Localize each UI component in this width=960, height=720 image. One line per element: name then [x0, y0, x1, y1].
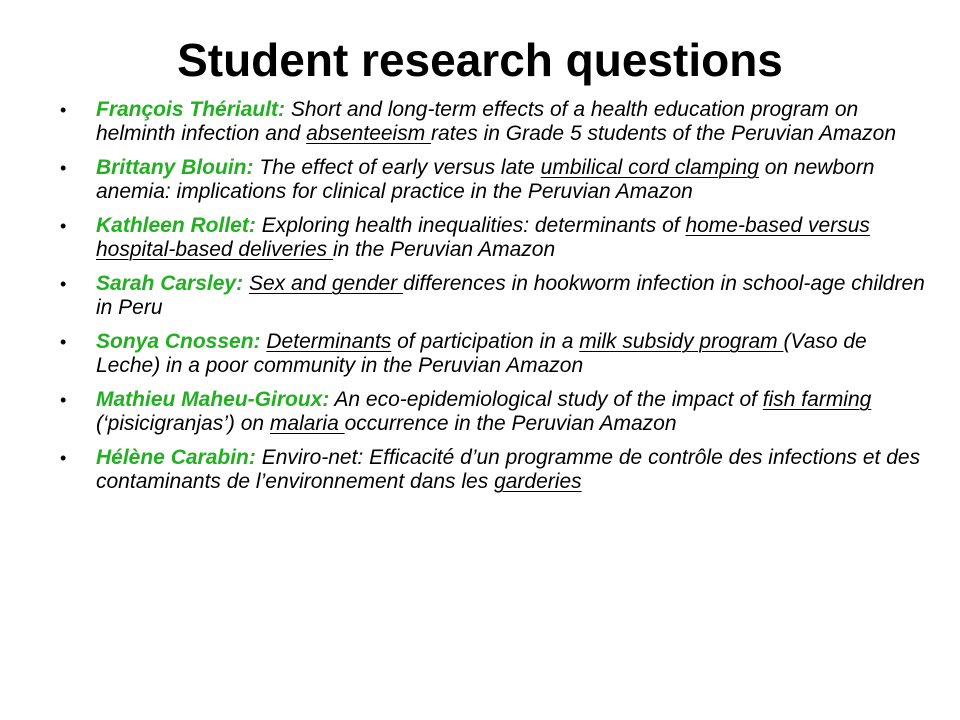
student-name: Sonya Cnossen:	[96, 330, 261, 353]
research-question-item	[58, 446, 928, 494]
question-text: occurrence in the Peruvian Amazon	[344, 412, 677, 435]
question-text: differences in hookworm infection in school-age children in Peru	[96, 272, 925, 319]
research-question-item	[58, 388, 928, 436]
slide-title: Student research questions	[177, 34, 783, 86]
bullet-icon: •	[60, 158, 67, 178]
underlined-keyword: home-based versus hospital-based deliveries	[96, 214, 870, 261]
student-name: Mathieu Maheu-Giroux:	[96, 388, 330, 411]
underlined-keyword: garderies	[494, 470, 582, 493]
student-name: Kathleen Rollet:	[96, 214, 256, 237]
research-question-item	[58, 272, 928, 320]
bullet-icon: •	[60, 448, 67, 468]
question-text: (‘pisicigranjas’) on	[96, 412, 270, 435]
question-text: (Vaso de Leche) in a poor community in the Peruvian Amazon	[96, 330, 867, 377]
bullet-icon: •	[60, 390, 67, 410]
underlined-keyword: fish farming	[762, 388, 872, 411]
bullet-icon: •	[60, 100, 67, 120]
bullet-icon: •	[60, 332, 67, 352]
research-question-item	[58, 156, 928, 204]
underlined-keyword: absenteeism	[306, 122, 432, 145]
underlined-keyword: malaria	[269, 412, 345, 435]
question-text: The effect of early versus late	[253, 156, 541, 179]
student-name: Brittany Blouin:	[96, 156, 254, 179]
question-text: in the Peruvian Amazon	[332, 238, 556, 261]
underlined-keyword: Determinants	[266, 330, 392, 353]
research-question-item	[58, 330, 928, 378]
question-text: Exploring health inequalities: determinants of	[255, 214, 686, 237]
underlined-keyword: umbilical cord clamping	[540, 156, 759, 179]
research-question-item	[58, 214, 928, 262]
bullet-icon: •	[60, 274, 67, 294]
question-text: of participation in a	[391, 330, 580, 353]
bullet-icon: •	[60, 216, 67, 236]
question-text: rates in Grade 5 students of the Peruvian Amazon	[431, 122, 897, 145]
research-question-item	[58, 98, 928, 146]
research-questions-list	[58, 98, 928, 504]
student-name: François Thériault:	[96, 98, 286, 121]
question-text: on newborn anemia: implications for clinical practice in the Peruvian Amazon	[96, 156, 875, 203]
student-name: Sarah Carsley:	[96, 272, 244, 295]
question-text: Short and long-term effects of a health education program on helminth infection and	[96, 98, 859, 145]
question-text: Enviro-net: Efficacité d’un programme de contrôle des infections et des contaminants de l’environnement dans les	[96, 446, 921, 493]
underlined-keyword: Sex and gender	[248, 272, 404, 295]
question-text: An eco-epidemiological study of the impact of	[329, 388, 763, 411]
underlined-keyword: milk subsidy program	[579, 330, 784, 353]
student-name: Hélène Carabin:	[96, 446, 256, 469]
